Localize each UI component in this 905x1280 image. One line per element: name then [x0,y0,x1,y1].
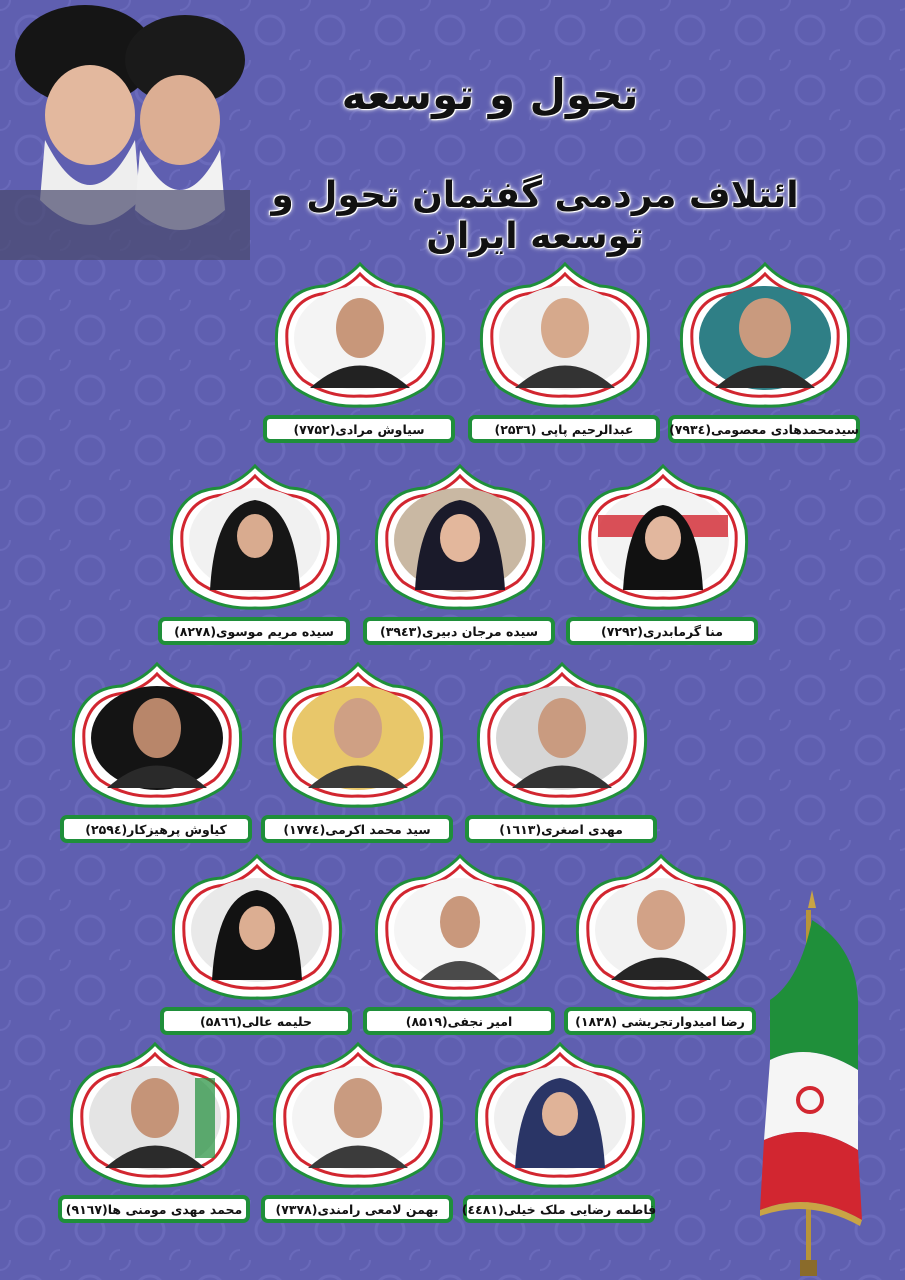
candidate-frame [467,658,657,818]
candidate-frame [470,258,660,418]
candidate-name: امیر نجفی(۸۵۱۹) [363,1007,555,1035]
candidate-card [60,1038,250,1228]
candidate-name: منا گرمابدری(۷۲۹۲) [566,617,758,645]
candidate-name: محمد مهدی مومنی ها(۹۱٦۷) [58,1195,250,1223]
candidate-name: سیده مرجان دبیری(۳۹٤۳) [363,617,555,645]
candidate-name: فاطمه رضایی ملک خیلی(٤٤۸۱) [463,1195,655,1223]
candidate-frame [160,460,350,620]
candidate-frame [162,850,352,1010]
candidate-name: حلیمه عالی(۵۸٦٦) [160,1007,352,1035]
coalition-subtitle: ائتلاف مردمی گفتمان تحول و توسعه ایران [271,175,799,257]
candidate-card [263,1038,453,1228]
candidate-card [265,258,455,448]
candidate-card [568,460,758,650]
candidate-card [566,850,756,1040]
candidate-name: مهدی اصغری(۱٦۱۳) [465,815,657,843]
candidate-frame [568,460,758,620]
candidate-card [263,658,453,848]
candidate-frame [265,258,455,418]
candidate-name: بهمن لامعی رامندی(۷۳۷۸) [261,1195,453,1223]
candidate-card [162,850,352,1040]
candidate-card [470,258,660,448]
candidate-name: عبدالرحیم پاپی (۲۵۳٦) [468,415,660,443]
candidate-frame [263,1038,453,1198]
candidate-frame [465,1038,655,1198]
candidate-frame [670,258,860,418]
candidate-name: سیده مریم موسوی(۸۲۷۸) [158,617,350,645]
candidate-card [62,658,252,848]
candidate-card [670,258,860,448]
page-title: تحول و توسعه [341,70,639,119]
candidate-card [461,1038,657,1228]
candidate-frame [365,460,555,620]
candidate-frame [365,850,555,1010]
candidate-card [365,850,555,1040]
candidate-frame [566,850,756,1010]
candidate-frame [62,658,252,818]
candidate-name: سیاوش مرادی(۷۷۵۲) [263,415,455,443]
candidate-name: رضا امیدوارتجریشی (۱۸۳۸) [564,1007,756,1035]
iran-flag-icon [750,890,880,1280]
candidate-name: سید محمد اکرمی(۱۷۷٤) [261,815,453,843]
candidate-card [365,460,555,650]
candidate-name: سیدمحمدهادی معصومی(۷۹۳٤) [668,415,860,443]
candidate-frame [60,1038,250,1198]
candidate-name: کیاوش پرهیزکار(۲۵۹٤) [60,815,252,843]
candidate-frame [263,658,453,818]
candidate-card [467,658,657,848]
candidate-card [160,460,350,650]
